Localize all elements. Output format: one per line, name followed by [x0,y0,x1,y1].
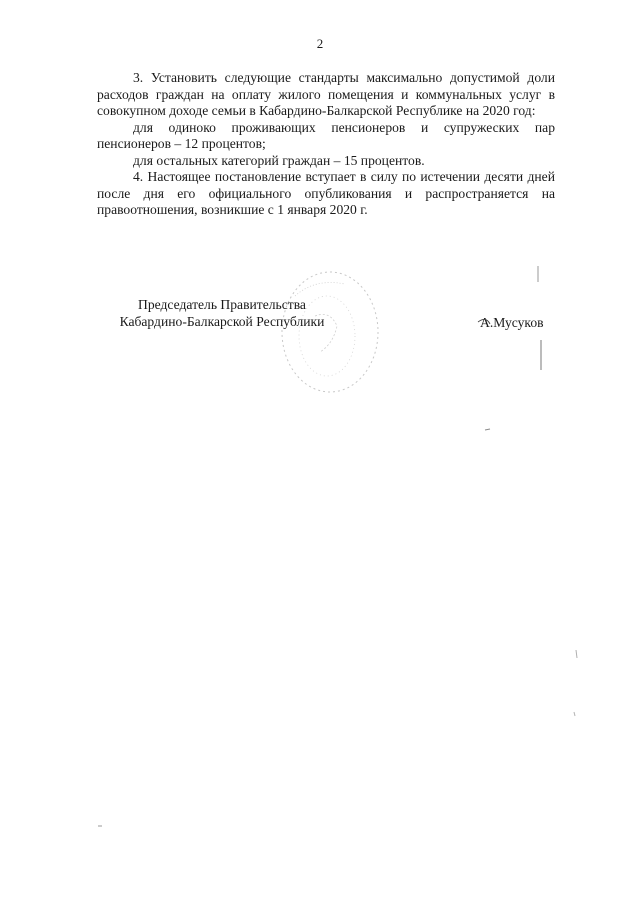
signature-title-line1: Председатель Правительства [138,297,306,312]
document-body [97,70,555,219]
signature-name: А.Мусуков [480,315,544,330]
paragraph-4: 4. Настоящее постановление вступает в силу по истечении десяти дней после дня его официального опубликования и распространяется на правоотношения, возникшие с 1 января 2020 г. [97,169,555,217]
paragraph-pensioners: для одиноко проживающих пенсионеров и супружеских пар пенсионеров – 12 процентов; [97,119,555,151]
paragraph-other-categories: для остальных категорий граждан – 15 процентов. [133,152,425,168]
page-number: 2 [316,36,324,51]
paragraph-3: 3. Установить следующие стандарты максимально допустимой доли расходов граждан на оплату жилого помещения и коммунальных услуг в совокупном доходе семьи в Кабардино-Балкарской Республике на 2020 год: [97,70,555,118]
signature-title [102,296,342,330]
signature-title-line2: Кабардино-Балкарской Республики [119,314,325,329]
stamp-seal [275,266,385,401]
